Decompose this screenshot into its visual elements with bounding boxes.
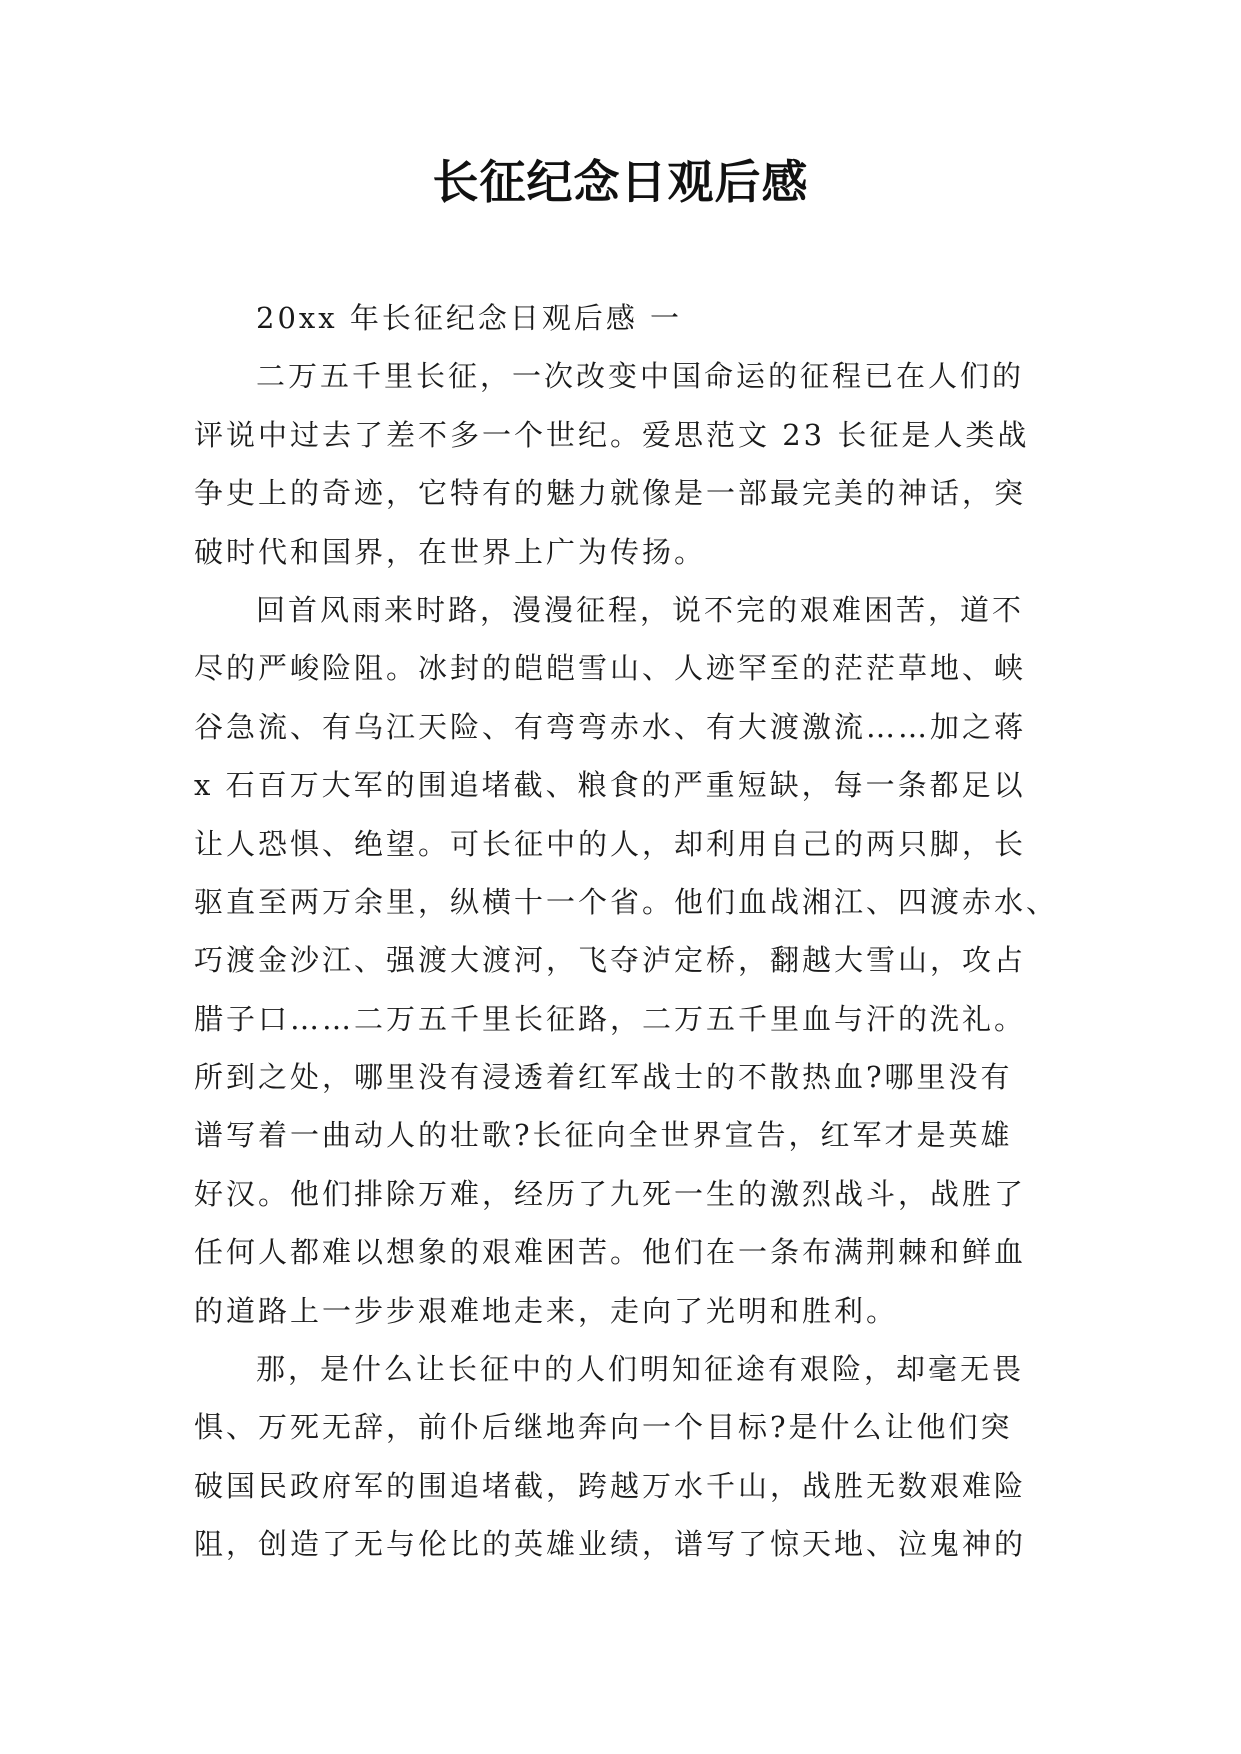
body-line: 破国民政府军的围追堵截，跨越万水千山，战胜无数艰难险 bbox=[194, 1468, 1027, 1503]
body-line: 惧、万死无辞，前仆后继地奔向一个目标?是什么让他们突 bbox=[194, 1410, 1013, 1445]
body-line: 20xx 年长征纪念日观后感 一 bbox=[256, 301, 683, 335]
body-line: x 石百万大军的围追堵截、粮食的严重短缺，每一条都足以 bbox=[194, 768, 1026, 803]
body-line: 二万五千里长征，一次改变中国命运的征程已在人们的 bbox=[256, 359, 1025, 394]
body-line: 阻，创造了无与伦比的英雄业绩，谱写了惊天地、泣鬼神的 bbox=[194, 1527, 1027, 1562]
body-line: 回首风雨来时路，漫漫征程，说不完的艰难困苦，道不 bbox=[256, 592, 1025, 627]
body-line: 让人恐惧、绝望。可长征中的人，却利用自己的两只脚，长 bbox=[194, 826, 1027, 861]
document-title: 长征纪念日观后感 bbox=[432, 155, 809, 209]
document-body bbox=[194, 289, 1059, 1574]
body-line: 谱写着一曲动人的壮歌?长征向全世界宣告，红军才是英雄 bbox=[194, 1118, 1013, 1153]
body-line: 好汉。他们排除万难，经历了九死一生的激烈战斗，战胜了 bbox=[194, 1176, 1027, 1211]
body-line: 谷急流、有乌江天险、有弯弯赤水、有大渡激流……加之蒋 bbox=[194, 709, 1027, 744]
body-line: 那，是什么让长征中的人们明知征途有艰险，却毫无畏 bbox=[256, 1352, 1025, 1387]
body-line: 任何人都难以想象的艰难困苦。他们在一条布满荆棘和鲜血 bbox=[194, 1235, 1027, 1270]
body-line: 所到之处，哪里没有浸透着红军战士的不散热血?哪里没有 bbox=[194, 1060, 1013, 1095]
body-line: 评说中过去了差不多一个世纪。爱思范文 23 长征是人类战 bbox=[194, 417, 1030, 452]
body-line: 破时代和国界，在世界上广为传扬。 bbox=[194, 534, 707, 569]
body-line: 巧渡金沙江、强渡大渡河，飞夺泸定桥，翻越大雪山，攻占 bbox=[194, 943, 1027, 978]
body-line: 腊子口……二万五千里长征路，二万五千里血与汗的洗礼。 bbox=[194, 1001, 1027, 1036]
body-line: 的道路上一步步艰难地走来，走向了光明和胜利。 bbox=[194, 1293, 899, 1328]
body-line: 驱直至两万余里，纵横十一个省。他们血战湘江、四渡赤水、 bbox=[194, 884, 1059, 919]
body-line: 争史上的奇迹，它特有的魅力就像是一部最完美的神话，突 bbox=[194, 476, 1027, 511]
body-line: 尽的严峻险阻。冰封的皑皑雪山、人迹罕至的茫茫草地、峡 bbox=[194, 651, 1027, 686]
